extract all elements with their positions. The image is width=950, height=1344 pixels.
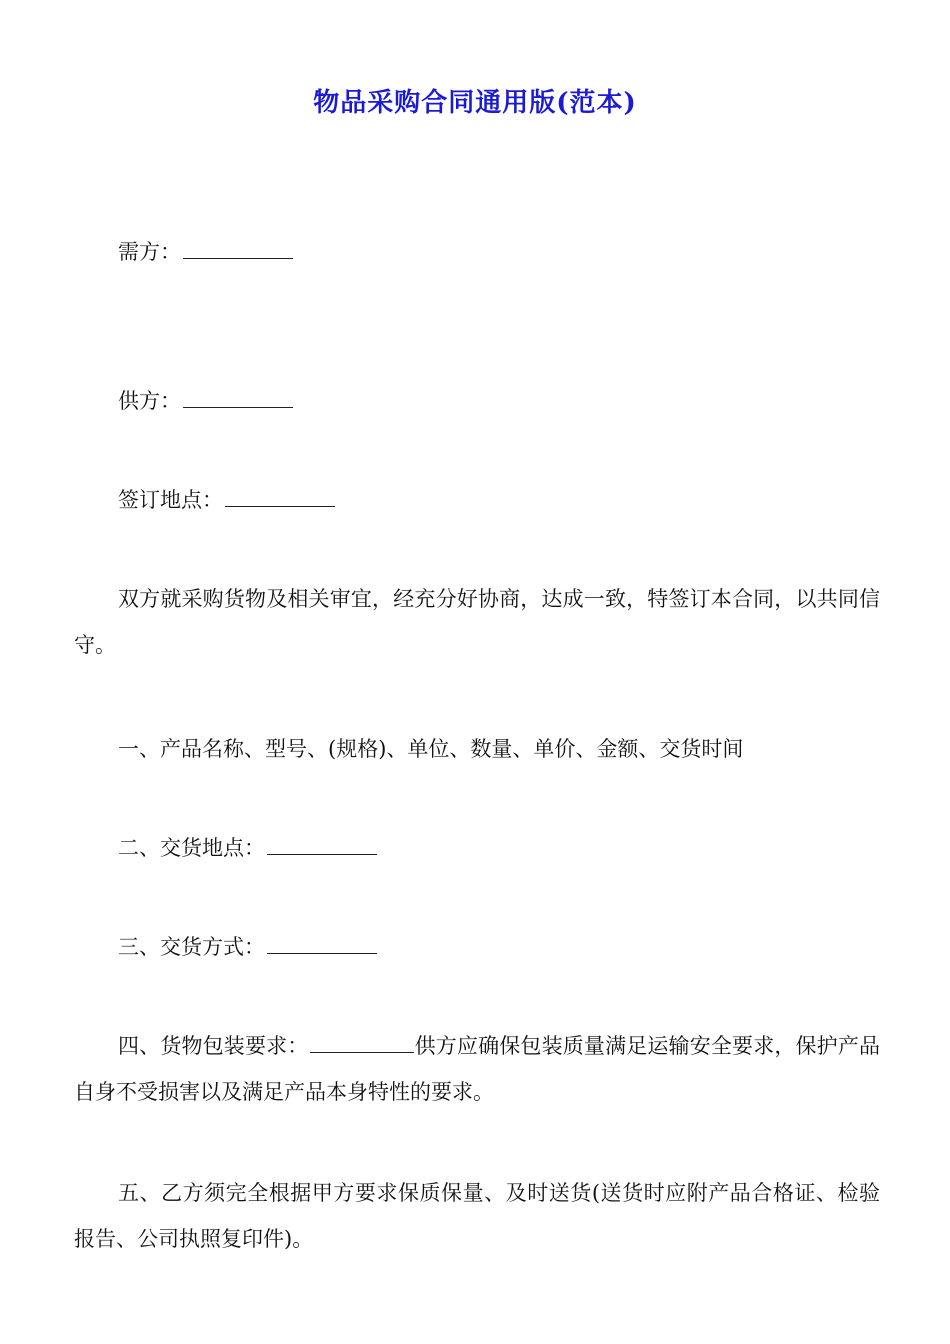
intro-paragraph: 双方就采购货物及相关审宜，经充分好协商，达成一致，特签订本合同，以共同信守。: [74, 587, 880, 657]
buyer-blank: [183, 240, 293, 259]
sign-place-blank: [225, 488, 335, 507]
document-title: 物品采购合同通用版(范本): [313, 88, 637, 118]
clause-4-label: 四、货物包装要求：: [118, 1034, 309, 1058]
clause-3: [118, 935, 377, 959]
clause-2-label: 二、交货地点：: [118, 836, 265, 860]
clause-3-label: 三、交货方式：: [118, 935, 265, 959]
sign-place-label: 签订地点：: [118, 488, 223, 512]
sign-place-field: [118, 488, 335, 512]
supplier-label: 供方：: [118, 389, 181, 413]
supplier-field: [118, 389, 293, 413]
buyer-field: [118, 240, 293, 264]
clause-1: 一、产品名称、型号、(规格)、单位、数量、单价、金额、交货时间: [118, 737, 744, 761]
clause-2-blank: [267, 836, 377, 855]
clause-5: 五、乙方须完全根据甲方要求保质保量、及时送货(送货时应附产品合格证、检验报告、公司执照复印件)。: [74, 1181, 880, 1251]
clause-4: [74, 1023, 880, 1115]
clause-4-blank: [310, 1034, 414, 1053]
supplier-blank: [183, 389, 293, 408]
buyer-label: 需方：: [118, 240, 181, 264]
clause-2: [118, 836, 377, 860]
clause-3-blank: [267, 935, 377, 954]
clause-4-text: 供方应确保包装质量满足运输安全要求，保护产品自身不受损害以及满足产品本身特性的要求。: [74, 1034, 880, 1104]
